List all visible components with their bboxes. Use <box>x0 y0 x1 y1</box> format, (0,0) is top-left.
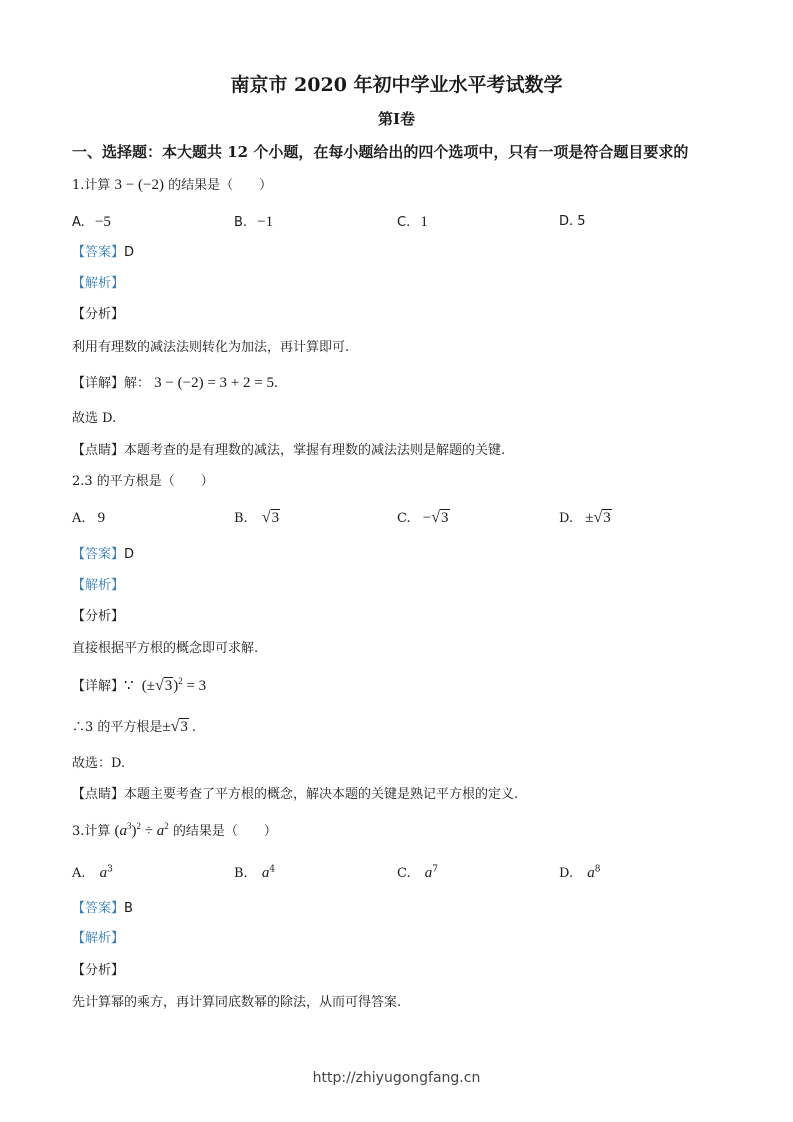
answer-value: B <box>124 901 133 916</box>
detail-expr: $(\pm√3)^2 = 3$ <box>141 676 207 694</box>
therefore-post: . <box>191 720 197 735</box>
comment-label: 【点睛】 <box>72 787 125 802</box>
therefore-pre: ∴3 的平方根是 <box>72 720 163 735</box>
q2-option-d <box>559 509 612 528</box>
option-letter: D. <box>559 866 574 881</box>
option-base: a <box>99 865 108 881</box>
q2-option-b <box>234 509 280 528</box>
q2-therefore <box>72 718 196 737</box>
detail-label: 【详解】 <box>72 679 125 694</box>
answer-label: 【答案】 <box>72 547 125 562</box>
plus-minus-sign: ± <box>162 719 171 735</box>
q1-stem-pre: 1.计算 <box>72 178 111 193</box>
option-base: a <box>261 865 270 881</box>
radicand: 3 <box>271 510 280 526</box>
q3-answer <box>72 900 133 918</box>
option-value: 9 <box>97 510 106 526</box>
plus-minus-sign: ± <box>146 678 155 694</box>
comment-label: 【点睛】 <box>72 443 125 458</box>
option-base: a <box>424 865 433 881</box>
q1-answer <box>72 244 134 262</box>
detail-label: 【详解】 <box>72 376 125 391</box>
answer-label: 【答案】 <box>72 245 125 260</box>
q1-option-a <box>72 213 111 232</box>
option-exponent: 3 <box>107 864 113 875</box>
q3-option-a <box>72 864 113 883</box>
q1-option-b <box>234 213 273 232</box>
option-letter: A. <box>72 866 86 881</box>
q1-fenxi-label: 【分析】 <box>72 307 125 322</box>
option-value: 5 <box>577 214 586 229</box>
q1-detail <box>72 374 278 393</box>
option-value: 1 <box>420 214 428 230</box>
option-letter: B. <box>234 215 248 230</box>
q3-option-c <box>397 864 438 883</box>
detail-pre: 解： <box>124 376 151 391</box>
option-letter: C. <box>397 511 411 526</box>
option-letter: B. <box>234 866 248 881</box>
option-letter: A. <box>72 511 86 526</box>
option-exponent: 7 <box>432 864 438 875</box>
q1-option-d <box>559 213 586 231</box>
exponent: 2 <box>178 676 183 686</box>
radicand: 3 <box>441 510 449 526</box>
option-value: −5 <box>94 214 111 230</box>
radicand: 3 <box>180 719 188 735</box>
q2-detail <box>72 677 206 696</box>
q2-fenxi-label: 【分析】 <box>72 609 125 624</box>
option-letter: D. <box>559 511 574 526</box>
option-letter: C. <box>397 866 411 881</box>
sqrt-expression: √3 <box>593 509 611 526</box>
sqrt-expression: √3 <box>170 718 188 735</box>
q1-analysis-label: 【解析】 <box>72 276 125 291</box>
q1-stem <box>72 176 272 195</box>
answer-label: 【答案】 <box>72 901 125 916</box>
q1-stem-expr: 3 − (−2) <box>114 177 164 193</box>
answer-value: D <box>124 547 135 562</box>
option-letter: A. <box>72 215 85 230</box>
because-symbol: ∵ <box>124 678 134 694</box>
q2-answer <box>72 546 134 564</box>
option-base: a <box>587 865 595 881</box>
option-letter: D. <box>559 214 574 229</box>
comment-text: 本题考查的是有理数的减法，掌握有理数的减法法则是解题的关键. <box>124 443 506 458</box>
sqrt-expression: √3 <box>154 677 173 694</box>
q3-fenxi-label: 【分析】 <box>72 963 125 978</box>
answer-value: D <box>124 245 135 260</box>
option-exponent: 8 <box>594 864 601 875</box>
q3-analysis-label: 【解析】 <box>72 931 125 946</box>
q2-comment <box>72 786 518 804</box>
q2-option-a <box>72 509 105 528</box>
q3-stem-expr: $(a^3)^2 \div a^2$ <box>114 821 169 839</box>
option-letter: C. <box>397 215 411 230</box>
q3-stem <box>72 822 277 841</box>
section-heading: 一、选择题：本大题共 12 个小题，在每小题给出的四个选项中，只有一项是符合题目要求的 <box>72 143 689 161</box>
q3-stem-pre: 3.计算 <box>72 824 111 839</box>
q1-choose: 故选 D. <box>72 411 117 426</box>
plus-minus-sign: ± <box>585 510 594 526</box>
volume-heading: 第Ⅰ卷 <box>377 110 416 128</box>
q3-fenxi-text: 先计算幂的乘方，再计算同底数幂的除法，从而可得答案. <box>72 995 402 1010</box>
sqrt-expression: √3 <box>261 509 280 526</box>
radicand: 3 <box>164 678 173 694</box>
q3-option-d <box>559 864 600 883</box>
q1-option-c <box>397 213 428 232</box>
q2-stem: 2.3 的平方根是（ ） <box>72 474 214 489</box>
q2-option-c <box>397 509 450 528</box>
option-letter: B. <box>234 511 248 526</box>
q1-comment <box>72 442 505 460</box>
option-exponent: 4 <box>269 864 276 875</box>
q3-option-b <box>234 864 275 883</box>
comment-text: 本题主要考查了平方根的概念，解决本题的关键是熟记平方根的定义. <box>124 787 519 802</box>
q3-stem-post: 的结果是（ ） <box>172 824 277 839</box>
detail-eq: = 3 <box>186 678 207 694</box>
footer-url[interactable]: http://zhiyugongfang.cn <box>312 1070 481 1086</box>
page-title: 南京市 2020 年初中学业水平考试数学 <box>230 74 563 96</box>
detail-expr: 3 − (−2) = 3 + 2 = 5. <box>154 375 278 391</box>
q2-analysis-label: 【解析】 <box>72 578 125 593</box>
minus-sign: − <box>422 510 432 526</box>
sqrt-expression: √3 <box>431 509 449 526</box>
radicand: 3 <box>603 510 611 526</box>
option-value: −1 <box>257 214 274 230</box>
q2-choose: 故选：D. <box>72 756 126 771</box>
q1-fenxi-text: 利用有理数的减法法则转化为加法，再计算即可. <box>72 340 350 355</box>
q1-stem-post: 的结果是（ ） <box>168 178 273 193</box>
q2-fenxi-text: 直接根据平方根的概念即可求解. <box>72 641 259 656</box>
